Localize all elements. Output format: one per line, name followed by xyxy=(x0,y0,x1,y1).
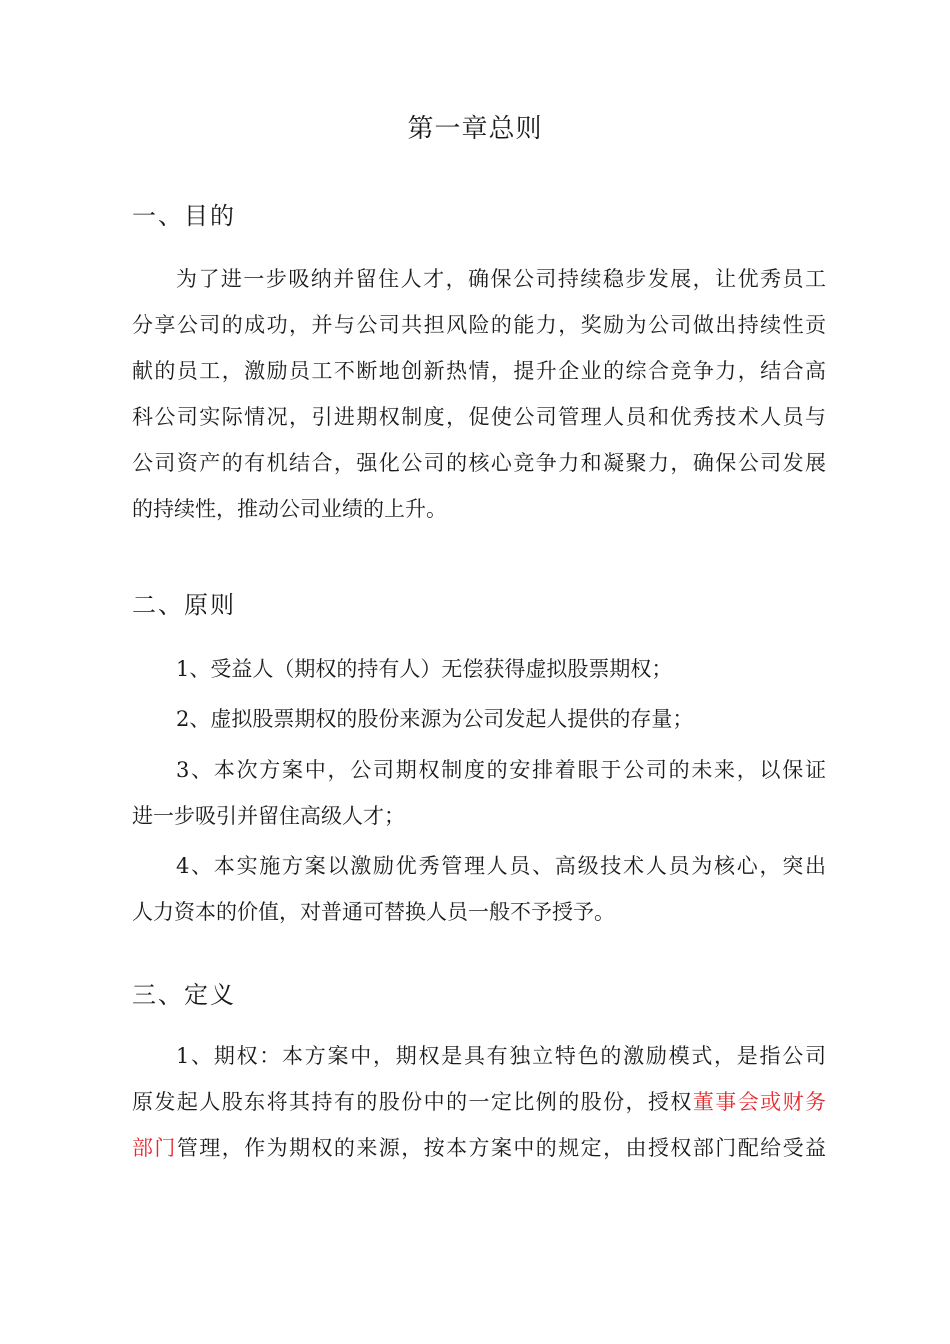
section-heading-purpose: 一、目的 xyxy=(132,202,236,230)
principle-item: 4、本实施方案以激励优秀管理人员、高级技术人员为核心，突出 xyxy=(176,854,826,878)
section-heading-definitions: 三、定义 xyxy=(132,981,236,1009)
definition-text: 原发起人股东将其持有的股份中的一定比例的股份，授权 xyxy=(132,1090,693,1114)
paragraph-line: 为了进一步吸纳并留住人才，确保公司持续稳步发展，让优秀员工 xyxy=(176,267,826,291)
principle-item-continued: 人力资本的价值，对普通可替换人员一般不予授予。 xyxy=(132,900,615,924)
definition-line xyxy=(132,1125,826,1171)
definition-line: 1、期权：本方案中，期权是具有独立特色的激励模式，是指公司 xyxy=(176,1044,826,1068)
highlighted-text: 部门 xyxy=(132,1136,177,1160)
paragraph-line: 的持续性，推动公司业绩的上升。 xyxy=(132,497,447,521)
principles-list xyxy=(132,843,826,935)
purpose-paragraph xyxy=(132,256,826,532)
chapter-title: 第一章总则 xyxy=(407,114,543,144)
section-heading-principles: 二、原则 xyxy=(132,591,236,619)
definition-paragraph xyxy=(132,1033,826,1171)
definition-text: 管理，作为期权的来源，按本方案中的规定，由授权部门配给受益 xyxy=(176,1136,827,1160)
principles-list xyxy=(132,747,826,839)
highlighted-text: 董事会或财务 xyxy=(692,1090,827,1114)
paragraph-line: 献的员工，激励员工不断地创新热情，提升企业的综合竞争力，结合高 xyxy=(132,359,826,383)
principles-list xyxy=(132,646,826,692)
principle-item: 1、受益人（期权的持有人）无偿获得虚拟股票期权； xyxy=(176,657,673,681)
principles-list xyxy=(132,696,826,742)
principle-item: 2、虚拟股票期权的股份来源为公司发起人提供的存量； xyxy=(176,707,694,731)
definition-line xyxy=(132,1079,826,1125)
principle-item-continued: 进一步吸引并留住高级人才； xyxy=(132,804,405,828)
paragraph-line: 公司资产的有机结合，强化公司的核心竞争力和凝聚力，确保公司发展 xyxy=(132,451,826,475)
principle-item: 3、本次方案中，公司期权制度的安排着眼于公司的未来，以保证 xyxy=(176,758,826,782)
paragraph-line: 分享公司的成功，并与公司共担风险的能力，奖励为公司做出持续性贡 xyxy=(132,313,826,337)
paragraph-line: 科公司实际情况，引进期权制度，促使公司管理人员和优秀技术人员与 xyxy=(132,405,826,429)
